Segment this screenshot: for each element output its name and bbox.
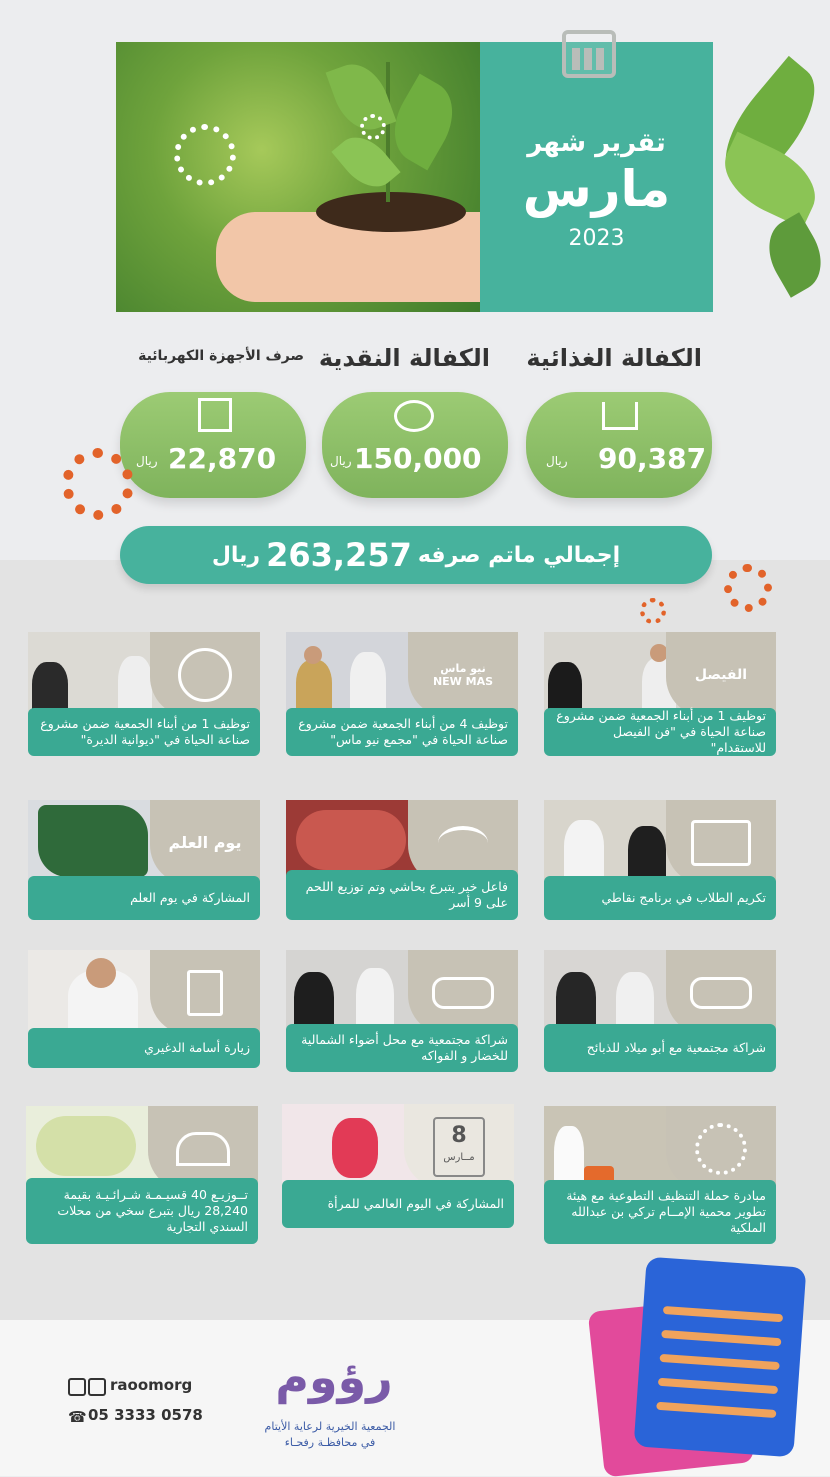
- phone-icon: ☎: [68, 1408, 87, 1426]
- card-photo: [544, 800, 776, 885]
- flower-icon: [62, 448, 134, 520]
- activity-label: مبادرة حملة التنظيف التطوعية مع هيئة تطوير محمية الإمــام تركي بن عبدالله الملكية: [544, 1180, 776, 1244]
- emblem-icon: [178, 648, 232, 702]
- card-icon-panel: [666, 950, 776, 1035]
- card-photo: [286, 950, 518, 1035]
- cash-sponsorship-card: [322, 392, 508, 498]
- card-icon-panel: [666, 632, 776, 717]
- card-photo: [28, 950, 260, 1035]
- twitter-icon[interactable]: [68, 1378, 86, 1396]
- coins-icon: [394, 400, 434, 432]
- newmas-logo: نيو ماس NEW MAS: [432, 661, 494, 688]
- activity-card: [282, 1104, 514, 1228]
- card-icon-panel: [150, 950, 260, 1035]
- report-year: 2023: [568, 226, 625, 251]
- card-photo: [544, 950, 776, 1035]
- social-handle[interactable]: raoomorg: [110, 1376, 193, 1394]
- currency-label: ريال: [136, 454, 158, 468]
- card-icon-panel: [408, 950, 518, 1035]
- phone-number[interactable]: 05 3333 0578: [88, 1406, 203, 1424]
- hero-photo: [116, 42, 480, 312]
- decorative-leaf: [756, 212, 830, 298]
- flower-icon: [724, 564, 772, 612]
- card-photo: [286, 632, 518, 717]
- calendar-icon: [433, 1117, 485, 1177]
- activity-card: [28, 800, 260, 920]
- activity-card: [26, 1106, 258, 1244]
- calendar-day: 8: [451, 1122, 467, 1148]
- snapchat-icon[interactable]: [88, 1378, 106, 1396]
- devices-card: [120, 392, 306, 498]
- activity-label: توظيف 1 من أبناء الجمعية ضمن مشروع صناعة الحياة في "ديوانية الديرة": [28, 708, 260, 756]
- card-photo: [28, 800, 260, 885]
- flag-day-logo: يوم العلم: [168, 833, 242, 852]
- calendar-month: مــارس: [443, 1151, 475, 1163]
- camel-icon: [438, 826, 488, 860]
- total-amount: 263,257: [266, 536, 412, 574]
- devices-amount: 22,870: [168, 442, 277, 475]
- food-sponsorship-card: [526, 392, 712, 498]
- activity-label: تــوزيـع 40 قسيـمـة شـرائـيـة بقيمة 28,240 ريال بتبرع سخي من محلات السندي التجارية: [26, 1178, 258, 1244]
- card-icon-panel: [150, 800, 260, 885]
- activity-card: [286, 632, 518, 758]
- activity-label: توظيف 4 من أبناء الجمعية ضمن مشروع صناعة الحياة في "مجمع نيو ماس": [286, 708, 518, 756]
- activity-label: توظيف 1 من أبناء الجمعية ضمن مشروع صناعة الحياة في "فن الفيصل للاستقدام": [544, 708, 776, 756]
- currency-label: ريال: [546, 454, 568, 468]
- activity-card: [544, 800, 776, 920]
- total-currency: ريال: [211, 542, 261, 568]
- category-title-cash: الكفالة النقدية: [318, 344, 490, 372]
- card-icon-panel: [404, 1104, 514, 1189]
- activity-label: زيارة أسامة الدغيري: [28, 1028, 260, 1068]
- handshake-icon: [432, 977, 494, 1009]
- card-icon-panel: [150, 632, 260, 717]
- heart-hand-icon: [176, 1132, 230, 1166]
- card-photo: [282, 1104, 514, 1189]
- organization-name: الجمعية الخيرية لرعاية الأيتام: [264, 1420, 396, 1433]
- activity-label: شراكة مجتمعية مع محل أضواء الشمالية للخضار و الفواكه: [286, 1024, 518, 1072]
- activity-card: [286, 800, 518, 920]
- activity-label: شراكة مجتمعية مع أبو ميلاد للذبائح: [544, 1024, 776, 1072]
- handshake-icon: [690, 977, 752, 1009]
- organization-location: في محافظـة رفحـاء: [284, 1436, 376, 1449]
- flower-icon: [640, 598, 666, 624]
- card-icon-panel: [666, 1106, 776, 1191]
- report-label: تقرير شهر: [527, 128, 666, 158]
- card-icon-panel: [408, 632, 518, 717]
- activity-card: [544, 632, 776, 758]
- alfaisal-logo: الفيصل: [694, 666, 748, 683]
- plug-icon: [198, 398, 232, 432]
- activity-label: المشاركة في يوم العلم: [28, 876, 260, 920]
- card-photo: [544, 1106, 776, 1191]
- cash-amount: 150,000: [354, 442, 482, 475]
- document-icon: [187, 970, 223, 1016]
- food-amount: 90,387: [598, 442, 707, 475]
- cart-icon: [602, 402, 638, 430]
- activity-card: [28, 950, 260, 1072]
- card-icon-panel: [666, 800, 776, 885]
- card-photo: [28, 632, 260, 717]
- decorative-leaf: [712, 132, 828, 229]
- flower-icon: [174, 124, 236, 186]
- flower-icon: [360, 114, 386, 140]
- activity-label: فاعل خير يتبرع بحاشي وتم توزيع اللحم على 9 أسر: [286, 870, 518, 920]
- certificate-icon: [691, 820, 751, 866]
- organization-logo: رؤوم: [275, 1350, 393, 1404]
- activity-card: [544, 1106, 776, 1244]
- report-month: مارس: [522, 160, 671, 218]
- activity-card: [28, 632, 260, 758]
- reserve-emblem-icon: [695, 1123, 747, 1175]
- category-title-food: الكفالة الغذائية: [526, 344, 702, 372]
- activity-card: [544, 950, 776, 1072]
- card-photo: [544, 632, 776, 717]
- calendar-icon: [562, 30, 616, 78]
- scroll-illustration: [634, 1257, 807, 1458]
- category-title-devices: صرف الأجهزة الكهربائية: [138, 348, 304, 364]
- total-bar: [120, 526, 712, 584]
- activity-card: [286, 950, 518, 1072]
- activity-label: تكريم الطلاب في برنامج نقاطي: [544, 876, 776, 920]
- activity-label: المشاركة في اليوم العالمي للمرأة: [282, 1180, 514, 1228]
- soil-shape: [316, 192, 466, 232]
- total-label: إجمالي ماتم صرفه: [417, 542, 621, 568]
- hero-panel: [480, 42, 713, 312]
- currency-label: ريال: [330, 454, 352, 468]
